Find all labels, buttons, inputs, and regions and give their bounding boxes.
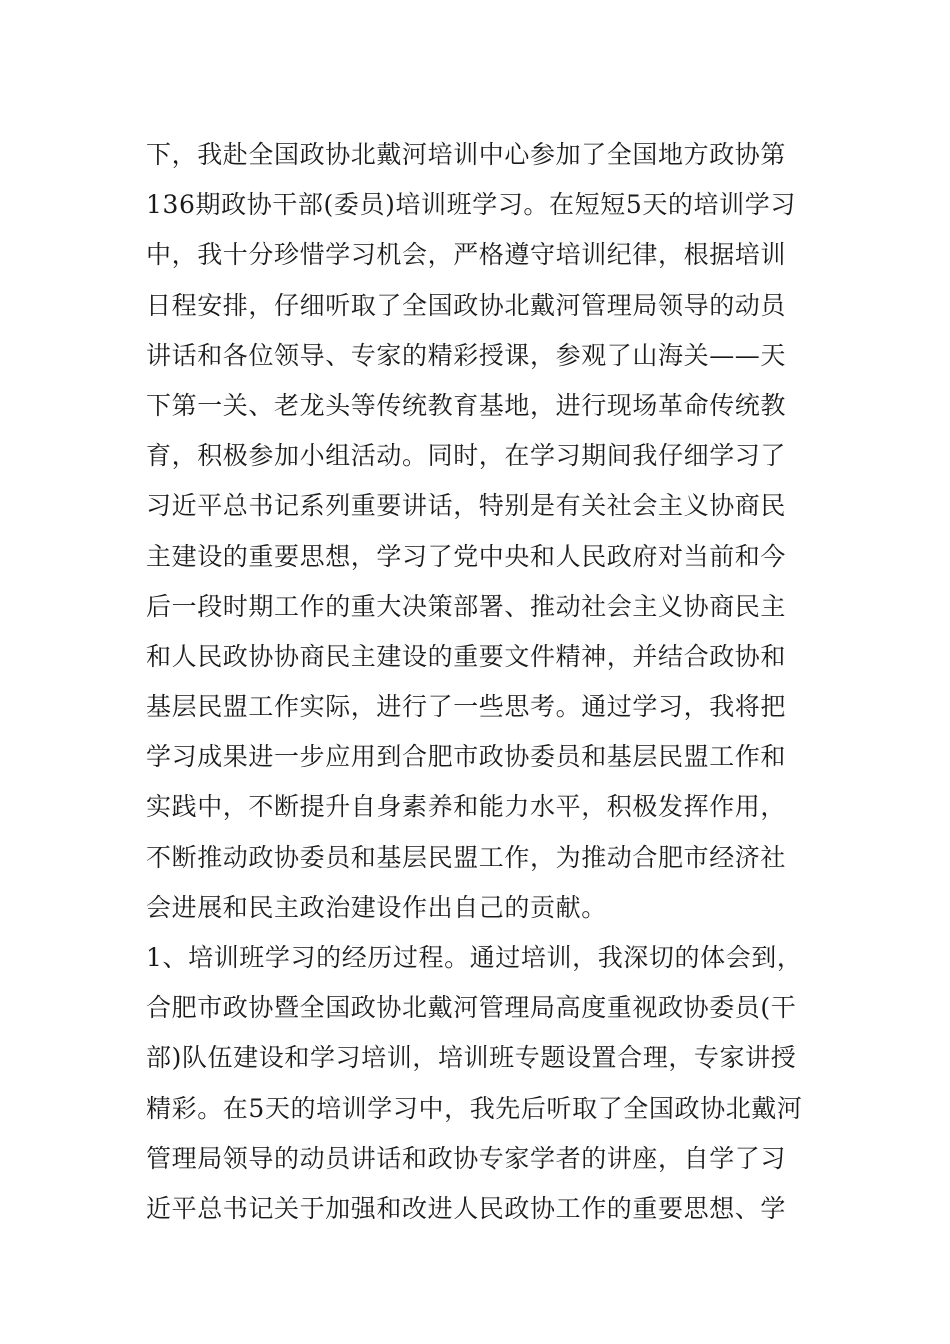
text-line: 实践中，不断提升自身素养和能力水平，积极发挥作用， — [146, 792, 787, 822]
text-line: 会进展和民主政治建设作出自己的贡献。 — [146, 892, 607, 922]
text-line: 精彩。在5天的培训学习中，我先后听取了全国政协北戴河 — [146, 1093, 803, 1123]
text-line: 育，积极参加小组活动。同时，在学习期间我仔细学习了 — [146, 441, 787, 471]
text-line: 下第一关、老龙头等传统教育基地，进行现场革命传统教 — [146, 390, 787, 420]
text-line: 讲话和各位领导、专家的精彩授课，参观了山海关——天 — [146, 340, 787, 370]
text-line: 部)队伍建设和学习培训，培训班专题设置合理，专家讲授 — [146, 1043, 797, 1073]
text-line: 中，我十分珍惜学习机会，严格遵守培训纪律，根据培训 — [146, 240, 787, 270]
text-line: 后一段时期工作的重大决策部署、推动社会主义协商民主 — [146, 591, 787, 621]
text-line: 主建设的重要思想，学习了党中央和人民政府对当前和今 — [146, 541, 787, 571]
body-text — [146, 130, 816, 1234]
text-line: 136期政协干部(委员)培训班学习。在短短5天的培训学习 — [146, 190, 796, 220]
text-line: 管理局领导的动员讲话和政协专家学者的讲座，自学了习 — [146, 1143, 787, 1173]
text-line: 学习成果进一步应用到合肥市政协委员和基层民盟工作和 — [146, 742, 787, 772]
text-line: 日程安排，仔细听取了全国政协北戴河管理局领导的动员 — [146, 290, 787, 320]
text-line: 和人民政协协商民主建设的重要文件精神，并结合政协和 — [146, 641, 787, 671]
text-line: 基层民盟工作实际，进行了一些思考。通过学习，我将把 — [146, 692, 787, 722]
text-line: 近平总书记关于加强和改进人民政协工作的重要思想、学 — [146, 1193, 787, 1223]
text-line: 合肥市政协暨全国政协北戴河管理局高度重视政协委员(干 — [146, 993, 797, 1023]
text-line: 不断推动政协委员和基层民盟工作，为推动合肥市经济社 — [146, 842, 787, 872]
text-line: 习近平总书记系列重要讲话，特别是有关社会主义协商民 — [146, 491, 787, 521]
text-line: 1、培训班学习的经历过程。通过培训，我深切的体会到， — [146, 943, 803, 972]
text-line: 下，我赴全国政协北戴河培训中心参加了全国地方政协第 — [146, 140, 787, 169]
